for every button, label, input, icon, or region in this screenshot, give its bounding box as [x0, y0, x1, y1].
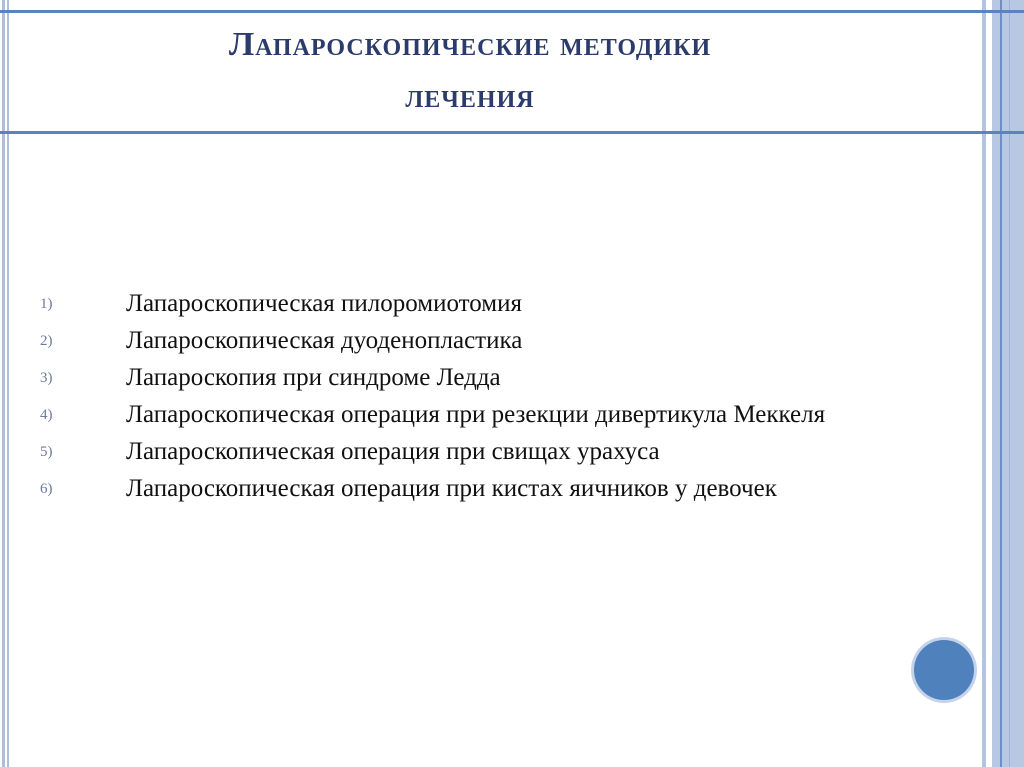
- item-text: Лапароскопия при синдроме Ледда: [126, 364, 501, 391]
- item-text: Лапароскопическая пилоромиотомия: [126, 290, 522, 317]
- right-border-stripe: [982, 0, 986, 767]
- list-item: [40, 290, 940, 317]
- item-number: 2): [40, 333, 53, 349]
- list-item: [40, 364, 940, 391]
- decorative-circle: [914, 640, 974, 700]
- right-border-line: [1000, 0, 1002, 767]
- item-text: Лапароскопическая операция при кистах яичников у девочек: [126, 475, 777, 502]
- item-text: Лапароскопическая дуоденопластика: [126, 327, 523, 354]
- slide-title-line-2: лечения: [405, 78, 535, 115]
- methods-list: [40, 290, 940, 512]
- list-item: [40, 475, 940, 502]
- item-number: 6): [40, 481, 53, 497]
- item-text: Лапароскопическая операция при свищах урахуса: [126, 438, 660, 465]
- right-border-line: [1009, 0, 1010, 767]
- list-item: [40, 327, 940, 354]
- right-border-band: [992, 0, 1024, 767]
- top-border-line: [0, 10, 1024, 13]
- item-number: 4): [40, 407, 53, 423]
- item-number: 5): [40, 444, 53, 460]
- list-item: [40, 401, 940, 428]
- list-item: [40, 438, 940, 465]
- item-text: Лапароскопическая операция при резекции дивертикула Меккеля: [126, 401, 826, 428]
- left-border-line: [2, 0, 5, 767]
- item-number: 3): [40, 370, 53, 386]
- item-number: 1): [40, 296, 53, 312]
- title-divider-line: [0, 131, 1024, 134]
- left-border-line: [7, 0, 9, 767]
- slide-title-line-1: Лапароскопические методики: [228, 26, 712, 63]
